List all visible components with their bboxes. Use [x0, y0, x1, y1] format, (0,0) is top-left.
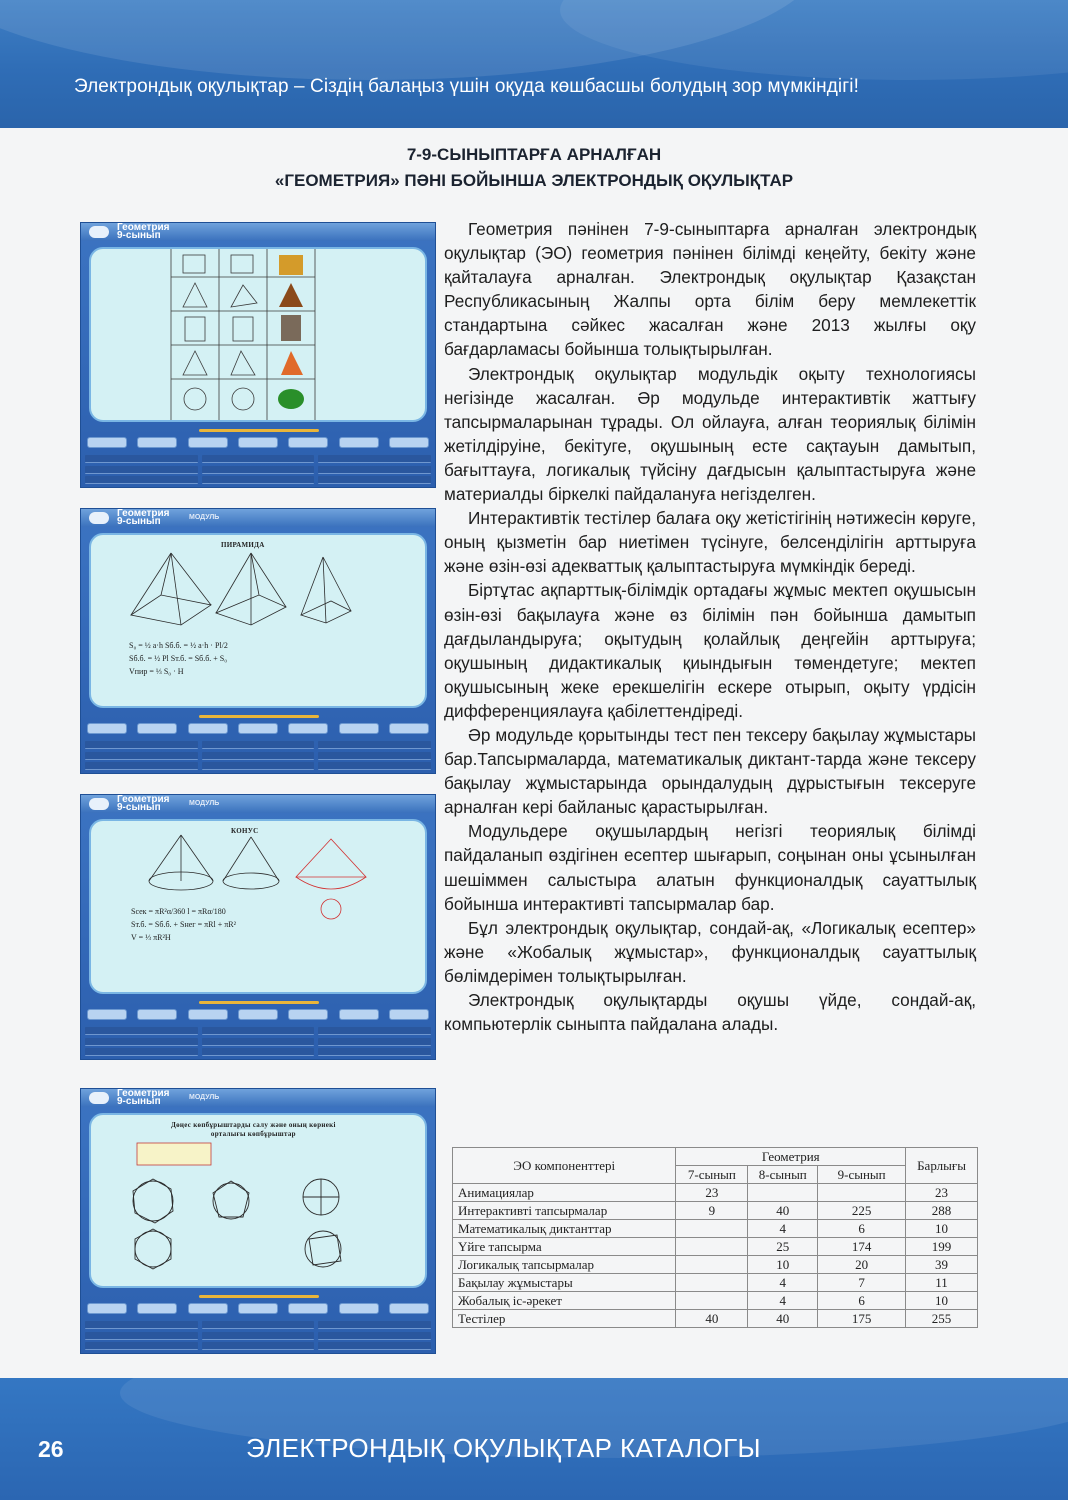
- header-geometry: Геометрия: [676, 1148, 906, 1166]
- app-logo-icon: [89, 798, 109, 810]
- components-table: [452, 1147, 978, 1328]
- progress-slider[interactable]: [199, 715, 319, 718]
- paragraph: Интерактивтік тестілер балаға оқу жетістігінің нәтижесін көруге, оның қызметін бар ниетімен түсінуге, белсенділігін арттыруға және өзін-өзі адекваттық қалыптастыруға мүмкіндік береді.: [444, 508, 976, 577]
- table-row: Үйге тапсырма 25 174 199: [453, 1238, 978, 1256]
- screenshot-buttons: [87, 1303, 429, 1317]
- figure-caption: ПИРАМИДА: [221, 541, 265, 549]
- paragraph: Электрондық оқулықтар модульдік оқыту технологиясы негізінде жасалған. Әр модульде интерактивтік жаттығу тапсырмаларынан тұрады. Ол ойлауға, алған теориялық білімін жетілдіруіне, бекітуге, оқушының есте сақтауын дамытып, бағыттауға, логикалық түйсіну дағдысын қалыптастыруға және материалды біркелкі пайдалануға негізделген.: [444, 363, 976, 505]
- screenshot-polygons: [80, 1088, 436, 1354]
- headline-line-2: «ГЕОМЕТРИЯ» ПӘНІ БОЙЫНША ЭЛЕКТРОНДЫҚ ОҚУЛЫҚТАР: [274, 171, 794, 190]
- module-label: МОДУЛЬ: [189, 800, 220, 807]
- module-label: МОДУЛЬ: [189, 514, 220, 521]
- polygons-figure: [91, 1115, 427, 1286]
- app-title: Геометрия 9-сынып: [117, 222, 170, 241]
- footer-banner: [0, 1378, 1068, 1500]
- screenshot-info-panel: [85, 1321, 431, 1351]
- paragraph: Геометрия пәнінен 7-9-сыныптарға арналған электрондық оқулықтар (ЭО) геометрия пәнінен білімді кеңейту, бекіту және қайталауға арналған. Электрондық оқулықтар Қазақстан Республикасының Жалпы орта білім беру мемлекеттік стандартына сәйкес жасалған және 2013 жылғы оқу бағдарламасы бойынша толықтырылған.: [444, 219, 976, 360]
- screenshot-info-panel: [85, 741, 431, 771]
- description-text: [444, 217, 976, 1036]
- table-row: Интерактивті тапсырмалар 9 40 225 288: [453, 1202, 978, 1220]
- header-total: Барлығы: [906, 1148, 978, 1184]
- table-row: Математикалық диктанттар 4 6 10: [453, 1220, 978, 1238]
- paragraph: Біртұтас ақпарттық-білімдік ортадағы жұмыс мектеп оқушысын өзін-өзі бақылауға және өз білімін пән бойынша дамытып дағдыландыруға; оқытудың қолайлық деңгейін арттыруға; оқушының дидактикалық қиындығын төмендетуге; мектеп оқушысының жеке ерекшелігін ескере отырып, оқыту үрдісін дифференциялауға қабілеттендіреді.: [444, 580, 976, 721]
- page-headline: [150, 142, 918, 194]
- screenshot-buttons: [87, 437, 429, 451]
- cone-formulas: Sсек = πR²α/360 l = πRα/180 Sт.б. = Sб.б. + Sнег = πRl + πR² V = ⅓ πR²H: [131, 907, 236, 942]
- screenshot-shapes-grid: [80, 222, 436, 488]
- page-number: 26: [38, 1436, 64, 1462]
- header-grade-7: 7-сынып: [676, 1166, 748, 1184]
- screenshot-canvas: [89, 247, 427, 422]
- header-grade-9: 9-сынып: [818, 1166, 906, 1184]
- paragraph: Бұл электрондық оқулықтар, сондай-ақ, «Логикалық есептер» және «Жобалық жұмыстар», функционалдық сауаттылық бөлімдерімен толықтырылған.: [444, 917, 976, 986]
- pyramid-figure: [91, 535, 427, 706]
- figure-caption: КОНУС: [231, 827, 259, 835]
- shapes-grid-figure: [91, 249, 427, 420]
- screenshot-canvas: [89, 533, 427, 708]
- screenshot-canvas: [89, 819, 427, 994]
- cube-solid-icon: [279, 255, 303, 275]
- screenshot-buttons: [87, 723, 429, 737]
- app-logo-icon: [89, 512, 109, 524]
- table-row: Жобалық іс-әрекет 4 6 10: [453, 1292, 978, 1310]
- figure-caption: Дөңес көпбұрыштарды салу және оның көрнекі орталығы көпбұрыштар: [171, 1121, 336, 1138]
- table-row: Бақылау жұмыстары 4 7 11: [453, 1274, 978, 1292]
- app-title: Геометрия 9-сынып: [117, 508, 170, 527]
- banner-decoration: [560, 0, 1068, 80]
- progress-slider[interactable]: [199, 1295, 319, 1298]
- screenshot-info-panel: [85, 1027, 431, 1057]
- app-logo-icon: [89, 1092, 109, 1104]
- header-grade-8: 8-сынып: [748, 1166, 818, 1184]
- pyramid-formulas: S₀ = ½ a·h Sб.б. = ½ a·h · Pl/2 Sб.б. = ½ Pl Sт.б. = Sб.б. + S₀ Vпир = ⅓ S₀ · H: [129, 641, 228, 676]
- headline-line-1: 7-9-СЫНЫПТАРҒА АРНАЛҒАН: [406, 145, 662, 164]
- screenshot-info-panel: [85, 455, 431, 485]
- progress-slider[interactable]: [199, 1001, 319, 1004]
- app-title: Геометрия 9-сынып: [117, 1088, 170, 1107]
- header-components: ЭО компоненттері: [453, 1148, 676, 1184]
- table-row: Анимациялар 23 23: [453, 1184, 978, 1202]
- top-banner: [0, 0, 1068, 128]
- app-title: Геометрия 9-сынып: [117, 794, 170, 813]
- screenshot-buttons: [87, 1009, 429, 1023]
- screenshot-canvas: [89, 1113, 427, 1288]
- paragraph: Электрондық оқулықтарды оқушы үйде, сондай-ақ, компьютерлік сыныпта пайдалана алады.: [444, 990, 976, 1035]
- table-row: Тестілер 40 40 175 255: [453, 1310, 978, 1328]
- paragraph: Әр модульде қорытынды тест пен тексеру бақылау жұмыстары бар.Тапсырмаларда, математикалық диктант-тарда және тексеру бақылау жұмыстарында орындалудың дұрыстығын тексеруге арналған кері байланыс қарастырылған.: [444, 724, 976, 818]
- screenshot-cone: [80, 794, 436, 1060]
- paragraph: Модульдере оқушылардың негізгі теориялық білімді пайдаланып өздігінен есептер шығарып, соңынан оны ұсынылған шешіммен салыстыра алатын функционалдық сауаттылық бойынша интерактивті тапсырмалар бар.: [444, 821, 976, 914]
- progress-slider[interactable]: [199, 429, 319, 432]
- app-logo-icon: [89, 226, 109, 238]
- module-label: МОДУЛЬ: [189, 1094, 220, 1101]
- catalog-title: ЭЛЕКТРОНДЫҚ ОҚУЛЫҚТАР КАТАЛОГЫ: [246, 1433, 761, 1463]
- screenshot-pyramid: [80, 508, 436, 774]
- banner-slogan: Электрондық оқулықтар – Сіздің балаңыз үшін оқуда көшбасшы болудың зор мүмкіндігі!: [74, 76, 859, 97]
- table-row: Логикалық тапсырмалар 10 20 39: [453, 1256, 978, 1274]
